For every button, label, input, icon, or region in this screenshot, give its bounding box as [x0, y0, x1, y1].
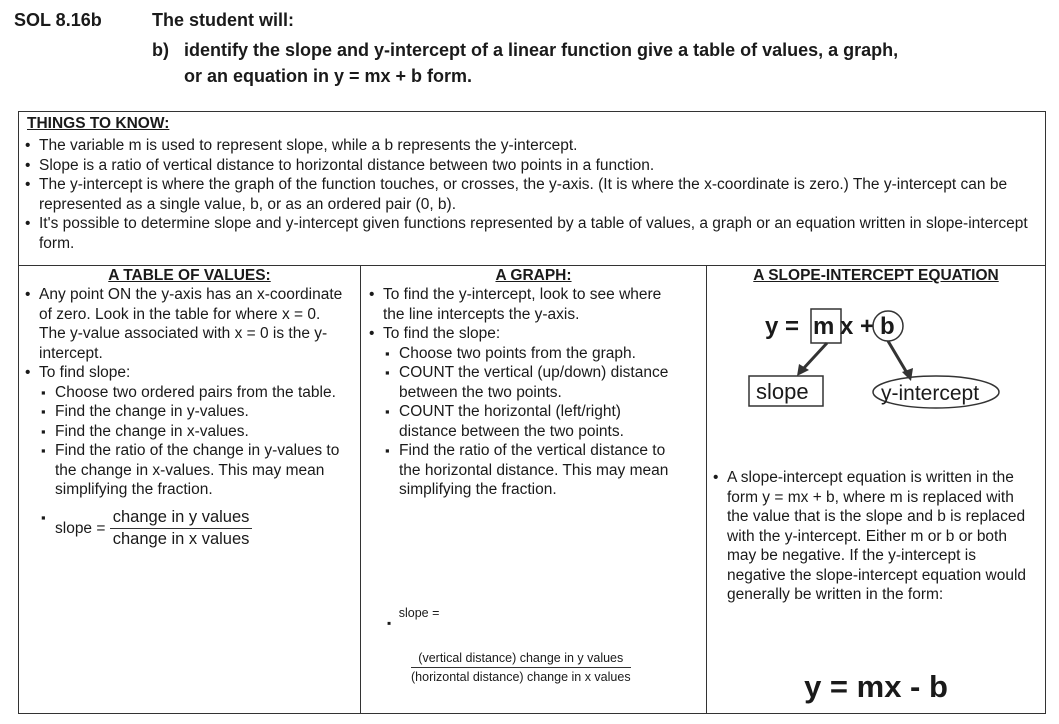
objective-label: b) — [152, 40, 169, 60]
table-of-values-column — [19, 266, 361, 713]
objective-line-2: or an equation in y = mx + b form. — [184, 66, 473, 86]
graph-subitem: ▪ COUNT the vertical (up/down) distance between the two points. — [383, 363, 669, 402]
table-sublist — [39, 383, 351, 550]
equation-diagram — [747, 296, 1007, 411]
sol-code: SOL 8.16b — [14, 10, 102, 30]
intercept-arrow — [888, 341, 907, 373]
sol-objective — [152, 37, 1032, 89]
fraction-numerator: change in y values — [110, 508, 253, 530]
intercept-label: y-intercept — [881, 382, 980, 405]
table-subitem: ▪ Choose two ordered pairs from the table. — [39, 383, 351, 403]
slope-label: slope = — [55, 519, 106, 537]
eq-b: b — [880, 313, 895, 340]
eq-m: m — [813, 313, 835, 340]
bullet-icon: ▪ — [387, 616, 392, 630]
slope-fraction — [110, 508, 253, 550]
graph-item — [369, 324, 669, 500]
table-item: • Any point ON the y-axis has an x-coordinate of zero. Look in the table for where x = 0. The y-value associated with x = 0 is the y-intercept. — [25, 285, 351, 363]
graph-list — [369, 285, 669, 500]
eq-plus: + — [860, 313, 875, 340]
fraction-denominator: change in x values — [112, 530, 250, 548]
equation-item: • A slope-intercept equation is written in the form y = mx + b, where m is replaced with the value that is the slope and b is replaced with the y-intercept. Either m or b or both may be negative. If the y-intercept is negative the slope-intercept equation would generally be written in the form: — [713, 468, 1035, 605]
things-to-know-heading: THINGS TO KNOW: — [27, 115, 170, 132]
slope-box-label: slope — [756, 379, 809, 404]
sol-lead: The student will: — [152, 10, 294, 30]
graph-item-label: To find the slope: — [383, 325, 501, 342]
fraction-numerator: (vertical distance) change in y values — [411, 651, 631, 668]
slope-arrow — [803, 343, 827, 369]
slope-label: slope = — [398, 606, 440, 620]
equation-list — [713, 468, 1035, 605]
slope-intercept-title: A SLOPE-INTERCEPT EQUATION — [753, 267, 999, 284]
graph-subitem: ▪ Find the ratio of the vertical distance to the horizontal distance. This may mean simplifying the fraction. — [383, 441, 669, 500]
ttk-item: • Slope is a ratio of vertical distance to horizontal distance between two points in a function. — [25, 156, 1035, 176]
graph-subitem: ▪ COUNT the horizontal (left/right) distance between the two points. — [383, 402, 669, 441]
slope-intercept-column — [707, 266, 1045, 713]
things-to-know-list — [25, 136, 1035, 253]
graph-item: • To find the y-intercept, look to see where the line intercepts the y-axis. — [369, 285, 669, 324]
ttk-item: • It's possible to determine slope and y-intercept given functions represented by a table of values, a graph or an equation written in slope-intercept form. — [25, 214, 1035, 253]
things-to-know-box — [18, 111, 1046, 714]
graph-sublist — [383, 344, 669, 500]
eq-x: x — [840, 313, 854, 340]
table-of-values-title: A TABLE OF VALUES: — [108, 267, 271, 284]
table-subitem: ▪ Find the change in x-values. — [39, 422, 351, 442]
table-slope-formula — [39, 508, 351, 550]
table-list — [25, 285, 351, 550]
slope-fraction — [411, 651, 631, 684]
fraction-denominator: (horizontal distance) change in x values — [411, 670, 631, 684]
final-equation: y = mx - b — [804, 669, 948, 704]
table-subitem: ▪ Find the change in y-values. — [39, 402, 351, 422]
table-subitem: ▪ Find the ratio of the change in y-values to the change in x-values. This may mean simplifying the fraction. — [39, 441, 351, 500]
graph-title: A GRAPH: — [495, 267, 572, 284]
objective-line-1: identify the slope and y-intercept of a linear function give a table of values, a graph, — [184, 40, 899, 60]
ttk-item: • The y-intercept is where the graph of the function touches, or crosses, the y-axis. (It is where the x-coordinate is zero.) The y-intercept can be represented as a single value, b, or as an ordered pair (0, b). — [25, 175, 1035, 214]
table-item-label: To find slope: — [39, 364, 131, 381]
ttk-item: • The variable m is used to represent slope, while a b represents the y-intercept. — [25, 136, 1035, 156]
graph-column — [361, 266, 707, 713]
eq-y: y = — [765, 313, 800, 340]
table-item — [25, 363, 351, 550]
graph-slope-formula — [387, 606, 440, 630]
graph-subitem: ▪ Choose two points from the graph. — [383, 344, 669, 364]
